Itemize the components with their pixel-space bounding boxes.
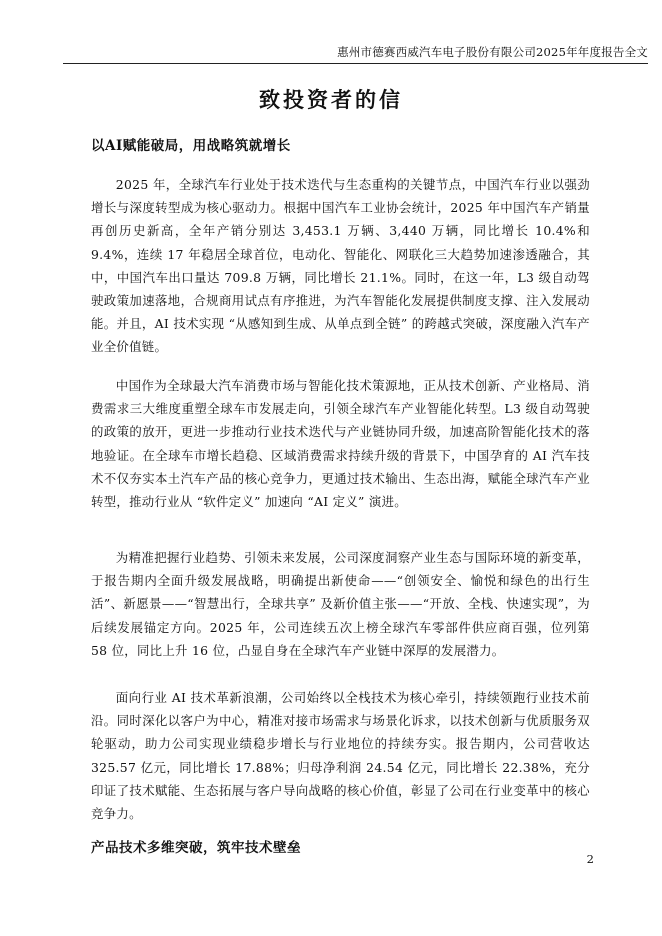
body-paragraph: 面向行业 AI 技术革新浪潮，公司始终以全栈技术为核心牵引，持续领跑行业技术前沿。同时深化以客户为中心，精准对接市场需求与场景化诉求，以技术创新与优质服务双轮驱动，助力公司实现业绩稳步增长与行业地位的持续夯实。报告期内，公司营收达 325.57 亿元，同比增长 17.88%；归母净利润 24.54 亿元，同比增长 22.38%，充分印证了技术赋能、生态拓展与客户导向战略的核心价值，彰显了公司在行业变革中的核心竞争力。: [91, 690, 590, 822]
body-paragraph: 2025 年，全球汽车行业处于技术迭代与生态重构的关键节点，中国汽车行业以强劲增长与深度转型成为核心驱动力。根据中国汽车工业协会统计，2025 年中国汽车产销量再创历史新高，全年产销分别达 3,453.1 万辆、3,440 万辆，同比增长 10.4%和 9.4%，连续 17 年稳居全球首位，电动化、智能化、网联化三大趋势加速渗透融合，其中，中国汽车出口量达 709.8 万辆，同比增长 21.1%。同时，在这一年，L3 级自动驾驶政策加速落地，合规商用试点有序推进，为汽车智能化发展提供制度支撑、注入发展动能。并且，AI 技术实现 “从感知到生成、从单点到全链” 的跨越式突破，深度融入汽车产业全价值链。: [91, 177, 590, 355]
body-paragraph: 中国作为全球最大汽车消费市场与智能化技术策源地，正从技术创新、产业格局、消费需求三大维度重塑全球车市发展走向，引领全球汽车产业智能化转型。L3 级自动驾驶的政策的放开，更进一步推动行业技术迭代与产业链协同升级，加速高阶智能化技术的落地验证。在全球车市增长趋稳、区域消费需求持续升级的背景下，中国孕育的 AI 汽车技术不仅夯实本土汽车产品的核心竞争力，更通过技术输出、生态出海，赋能全球汽车产业转型，推动行业从 “软件定义” 加速向 “AI 定义” 演进。: [91, 378, 590, 510]
page-number: 2: [586, 852, 594, 866]
page-title: 致投资者的信: [259, 87, 403, 112]
running-header: 惠州市德赛西威汽车电子股份有限公司2025年年度报告全文: [337, 45, 648, 59]
section-heading: 产品技术多维突破，筑牢技术壁垒: [91, 840, 301, 856]
body-paragraph: 为精准把握行业趋势、引领未来发展，公司深度洞察产业生态与国际环境的新变革，于报告期内全面升级发展战略，明确提出新使命——“创领安全、愉悦和绿色的出行生活”、新愿景——“智慧出行，全球共享” 及新价值主张——“开放、全栈、快速实现”，为后续发展锚定方向。2025 年，公司连续五次上榜全球汽车零部件供应商百强，位列第 58 位，同比上升 16 位，凸显自身在全球汽车产业链中深厚的发展潜力。: [91, 550, 590, 658]
header-divider: [63, 63, 648, 64]
section-heading: 以AI赋能破局，用战略筑就增长: [91, 138, 291, 154]
